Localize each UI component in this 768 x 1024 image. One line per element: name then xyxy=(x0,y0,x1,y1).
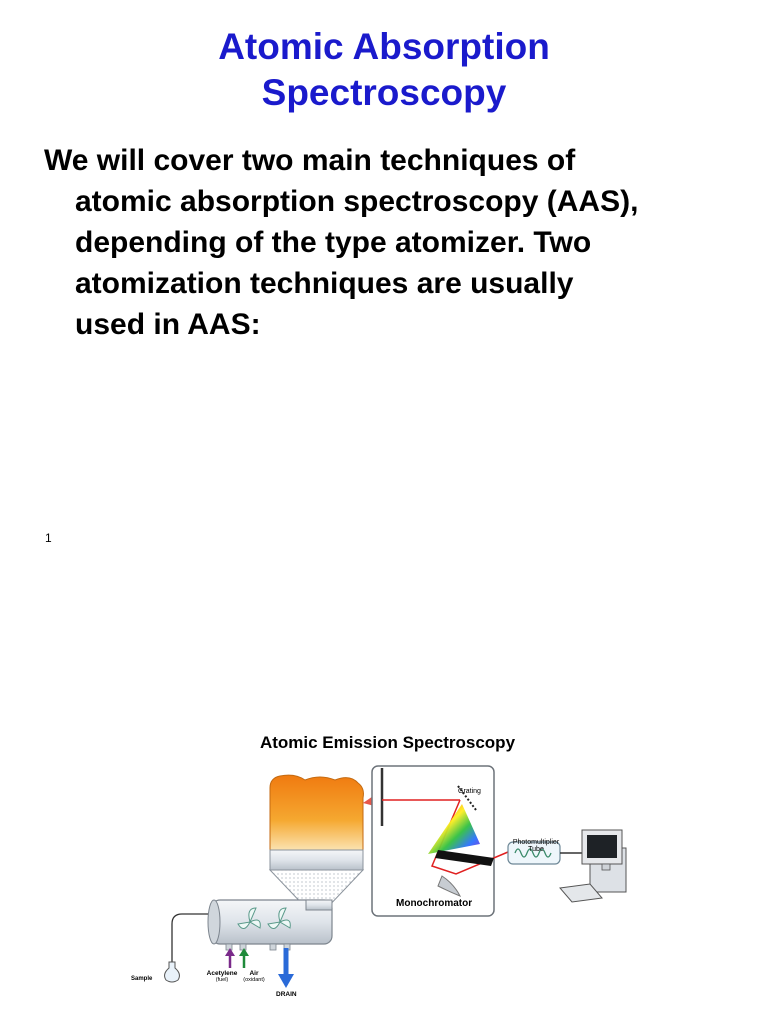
inlet-port-3 xyxy=(270,944,276,950)
inlet-port-1 xyxy=(226,944,232,950)
aes-diagram-graphic xyxy=(120,728,640,1018)
drain-label: DRAIN xyxy=(276,991,297,998)
burner-connector xyxy=(306,900,332,910)
title-line-2: Spectroscopy xyxy=(261,72,507,113)
acetylene-label-text: Acetylene xyxy=(206,970,238,977)
nebulizer-cap xyxy=(208,900,220,944)
sample-capillary xyxy=(172,914,208,964)
inlet-port-2 xyxy=(240,944,246,950)
air-label-text: Air xyxy=(249,970,259,977)
grating-label: Grating xyxy=(458,788,481,795)
body-line-1: We will cover two main techniques of xyxy=(44,144,576,177)
pmt-label-line2: Tube xyxy=(528,846,544,853)
aes-diagram xyxy=(120,728,640,1018)
oxidant-label: (oxidant) xyxy=(243,977,265,983)
body-line-5: used in AAS: xyxy=(75,308,261,341)
pmt-label xyxy=(506,839,566,853)
slide-title xyxy=(0,24,768,116)
slide-number: 1 xyxy=(45,531,52,545)
body-line-4: atomization techniques are usually xyxy=(75,267,574,300)
body-line-2: atomic absorption spectroscopy (AAS), xyxy=(75,185,639,218)
slide-body xyxy=(44,140,744,345)
body-line-3: depending of the type atomizer. Two xyxy=(75,226,592,259)
acetylene-arrow xyxy=(225,948,235,968)
title-line-1: Atomic Absorption xyxy=(218,26,550,67)
sample-flask xyxy=(165,962,180,982)
air-arrow xyxy=(239,948,249,968)
flame xyxy=(270,775,363,850)
drain-arrow xyxy=(278,948,294,988)
fuel-label: (fuel) xyxy=(215,977,229,983)
pmt-label-line1: Photomultiplier xyxy=(512,839,560,846)
monochromator-label: Monochromator xyxy=(396,898,473,909)
burner-head xyxy=(270,850,363,870)
computer xyxy=(560,830,626,902)
figure-title: Atomic Emission Spectroscopy xyxy=(259,733,516,752)
air-label xyxy=(234,970,274,983)
sample-label: Sample xyxy=(131,976,153,982)
